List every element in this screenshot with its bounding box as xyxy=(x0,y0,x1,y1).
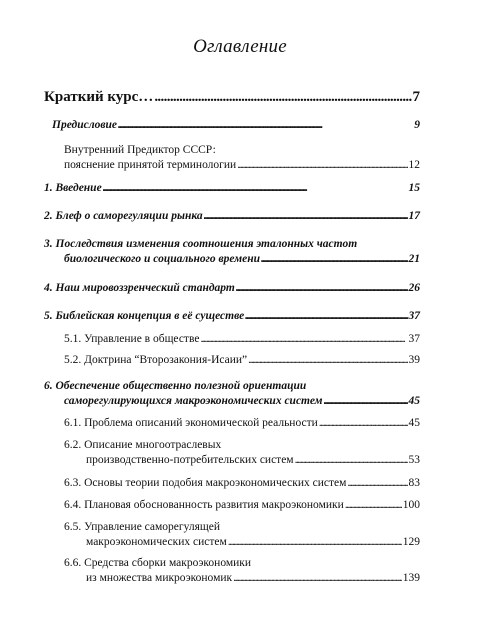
toc-entry-title: 5.2. Доктрина “Второзакония-Исаии” xyxy=(64,354,248,366)
toc-entry-page: 7 xyxy=(412,89,420,105)
toc-leader-dots xyxy=(200,332,407,347)
toc-entry-market-bluff[interactable] xyxy=(44,209,420,224)
toc-entry-multisector-systems[interactable] xyxy=(44,438,420,468)
toc-entry-similarity-theory[interactable] xyxy=(44,476,420,491)
toc-entry-title-line1: 6.6. Средства сборки макроэкономики xyxy=(64,557,252,569)
toc-entry-frequency-consequences[interactable] xyxy=(44,237,420,267)
toc-entry-title: 5. Библейская концепция в её существе xyxy=(44,310,245,322)
toc-entry-short-course[interactable] xyxy=(44,90,420,105)
toc-entry-preface[interactable] xyxy=(44,118,420,133)
toc-entry-title: Предисловие xyxy=(52,119,118,131)
toc-entry-macroeconomics-assembly[interactable] xyxy=(44,556,420,586)
toc-entry-title-line1: 6. Обеспечение общественно полезной ориентации xyxy=(44,380,307,392)
toc-entry-page: 39 xyxy=(408,354,420,366)
toc-leader-dots xyxy=(347,476,407,491)
toc-entry-title-line1: 3. Последствия изменения соотношения эталонных частот xyxy=(44,238,358,250)
toc-entry-worldview-standard[interactable] xyxy=(44,281,420,296)
toc-entry-title-line1: 6.2. Описание многоотраслевых xyxy=(64,439,222,451)
toc-entry-title-line1: 6.5. Управление саморегулящей xyxy=(64,521,221,533)
toc-entry-page: 9 xyxy=(414,119,420,131)
toc-leader-dots xyxy=(345,498,402,513)
toc-leader-dots xyxy=(324,394,408,409)
toc-entry-page: 26 xyxy=(408,282,420,294)
toc-entry-title-line1: Внутренний Предиктор СССР: xyxy=(64,144,216,156)
toc-entry-internal-predictor[interactable] xyxy=(44,143,420,173)
toc-entry-page: 83 xyxy=(408,477,420,489)
toc-leader-dots xyxy=(154,90,411,105)
toc-entry-page: 45 xyxy=(408,395,420,407)
toc-entry-society-management[interactable] xyxy=(44,332,420,347)
toc-leader-dots xyxy=(295,453,408,468)
toc-entry-title: 5.1. Управление в обществе xyxy=(64,333,200,345)
toc-entry-economic-reality[interactable] xyxy=(44,416,420,431)
toc-entry-title: саморегулирующихся макроэкономических систем xyxy=(64,395,323,407)
toc-entry-page: 37 xyxy=(408,310,420,322)
page-title: Оглавление xyxy=(193,36,287,57)
toc-leader-dots xyxy=(233,571,402,586)
toc-entry-page: 129 xyxy=(402,536,420,548)
toc-entry-introduction[interactable] xyxy=(44,181,420,196)
toc-entry-title: 1. Введение xyxy=(44,182,102,194)
toc-entry-title: производственно-потребительских систем xyxy=(86,454,294,466)
toc-entry-title: 6.1. Проблема описаний экономической реальности xyxy=(64,417,318,429)
toc-entry-page: 17 xyxy=(408,210,420,222)
toc-leader-dots xyxy=(236,281,408,296)
toc-leader-dots xyxy=(248,353,407,368)
toc-leader-dots xyxy=(261,252,407,267)
toc-entry-self-regulating-management[interactable] xyxy=(44,520,420,550)
toc-entry-title: 6.4. Плановая обоснованность развития макроэкономики xyxy=(64,499,344,511)
toc-entry-title: из множества микроэкономик xyxy=(86,572,233,584)
toc-entry-title: 2. Блеф о саморегуляции рынка xyxy=(44,210,203,222)
toc-leader-dots xyxy=(118,118,413,133)
toc-entry-page: 100 xyxy=(402,499,420,511)
toc-entry-orientation-support[interactable] xyxy=(44,379,420,409)
toc-leader-dots xyxy=(103,181,408,196)
toc-leader-dots xyxy=(237,158,407,173)
toc-leader-dots xyxy=(204,209,408,224)
toc-entry-title: 4. Наш мировоззренческий стандарт xyxy=(44,282,235,294)
toc-entry-title: пояснение принятой терминологии xyxy=(64,159,237,171)
toc-entry-title: 6.3. Основы теории подобия макроэкономических систем xyxy=(64,477,347,489)
toc-entry-page: 12 xyxy=(408,159,420,171)
toc-leader-dots xyxy=(228,535,402,550)
toc-entry-page: 139 xyxy=(402,572,420,584)
toc-entry-deuteronomy-doctrine[interactable] xyxy=(44,353,420,368)
toc-leader-dots xyxy=(245,309,407,324)
toc-entry-title: биологического и социального времени xyxy=(64,253,261,265)
toc-entry-page: 45 xyxy=(408,417,420,429)
toc-entry-page: 53 xyxy=(408,454,420,466)
toc-entry-page: 21 xyxy=(408,253,420,265)
toc-entry-page: 15 xyxy=(408,182,420,194)
toc-entry-title: макроэкономических систем xyxy=(86,536,227,548)
toc-entry-page: 37 xyxy=(408,333,420,345)
toc-entry-title: Краткий курс… xyxy=(44,89,154,105)
toc-entry-planning-justification[interactable] xyxy=(44,498,420,513)
toc-entry-biblical-concept[interactable] xyxy=(44,309,420,324)
toc-leader-dots xyxy=(319,416,408,431)
